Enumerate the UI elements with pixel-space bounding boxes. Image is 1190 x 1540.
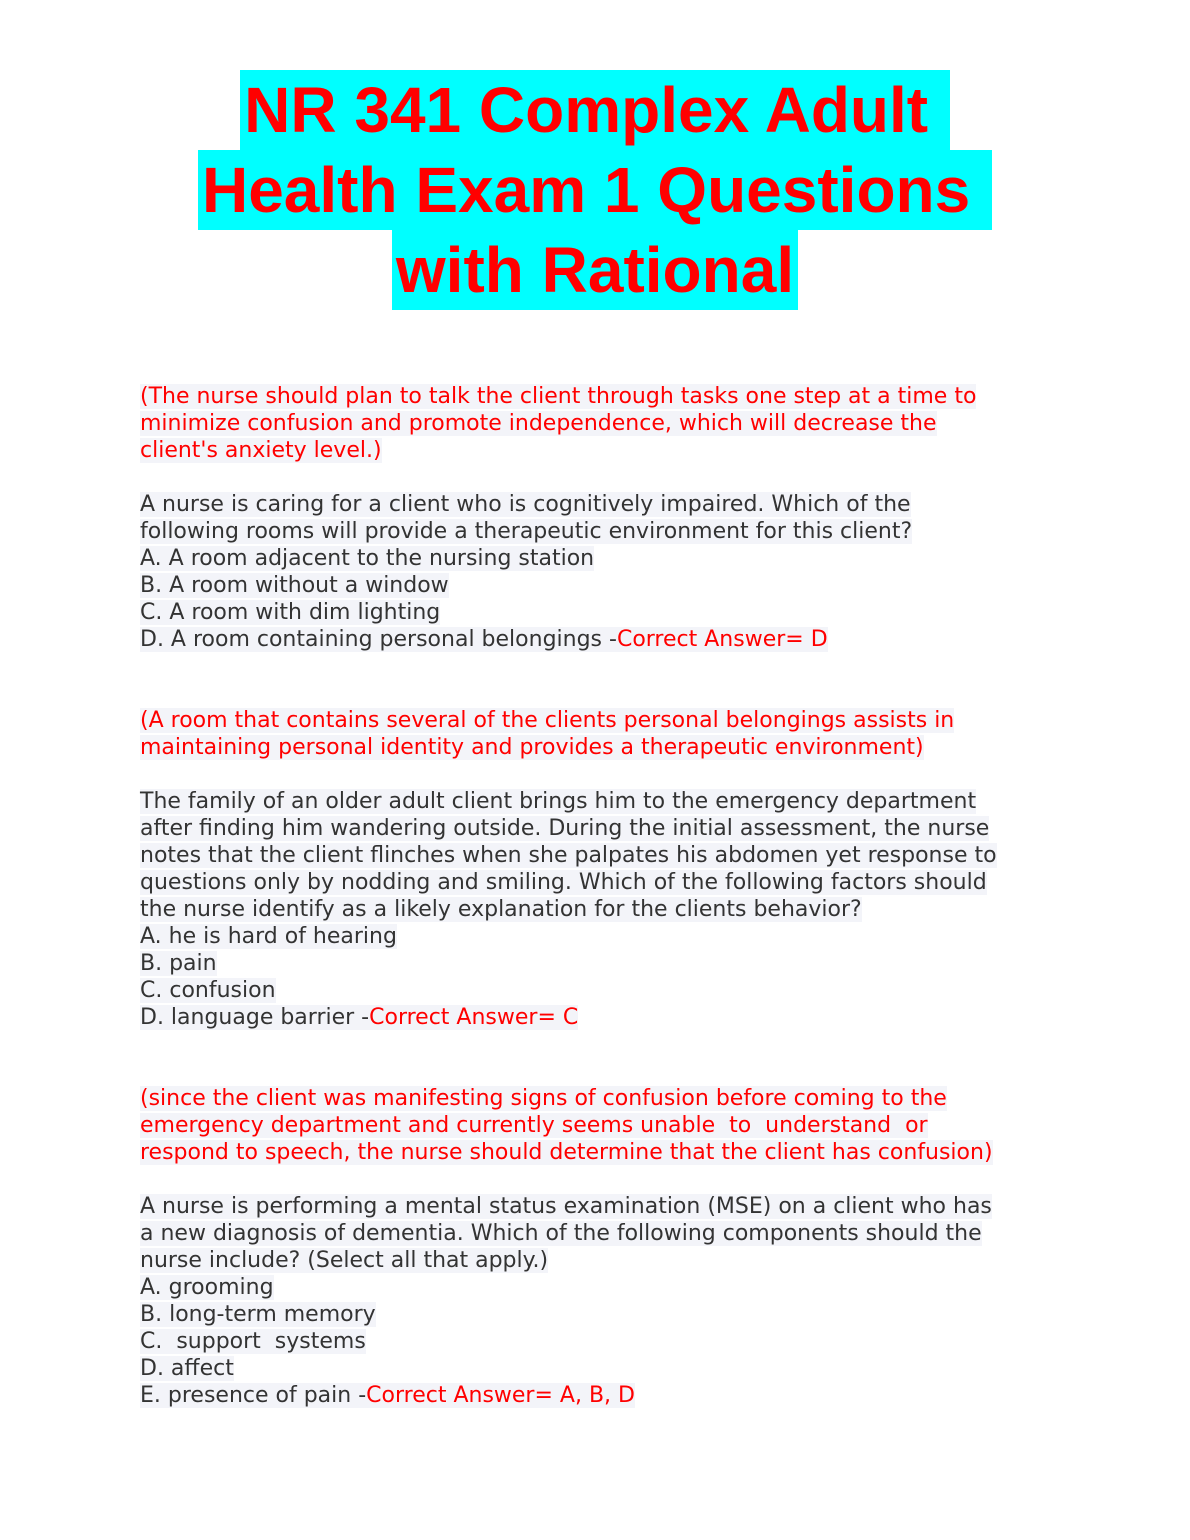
- title-line-2: Health Exam 1 Questions: [198, 150, 992, 230]
- rationale-line: (The nurse should plan to talk the client through tasks one step at a time to: [140, 384, 977, 409]
- question-stem-line: The family of an older adult client brings him to the emergency department: [140, 789, 977, 814]
- rationale-line: (since the client was manifesting signs of confusion before coming to the: [140, 1086, 947, 1111]
- question-3: [140, 1193, 1060, 1409]
- answer-option: C. support systems: [140, 1329, 366, 1354]
- answer-option: A. A room adjacent to the nursing station: [140, 546, 595, 571]
- answer-option: C. confusion: [140, 978, 276, 1003]
- correct-answer: Correct Answer= C: [369, 1005, 579, 1030]
- question-stem-line: questions only by nodding and smiling. Which of the following factors should: [140, 870, 987, 895]
- document-body: [140, 383, 1060, 1409]
- title-line-3: with Rational: [392, 230, 798, 310]
- question-2-rationale: [140, 1085, 1060, 1166]
- question-stem-line: following rooms will provide a therapeutic environment for this client?: [140, 519, 913, 544]
- question-1: [140, 491, 1060, 653]
- question-stem-line: after finding him wandering outside. During the initial assessment, the nurse: [140, 816, 990, 841]
- question-stem-line: nurse include? (Select all that apply.): [140, 1248, 549, 1273]
- correct-answer: Correct Answer= D: [616, 627, 828, 652]
- answer-option: D. language barrier -: [140, 1005, 370, 1030]
- rationale-line: minimize confusion and promote independence, which will decrease the: [140, 411, 937, 436]
- question-stem-line: A nurse is performing a mental status examination (MSE) on a client who has: [140, 1194, 992, 1219]
- question-2: [140, 788, 1060, 1031]
- document-title: [0, 70, 1190, 310]
- answer-option: B. pain: [140, 951, 217, 976]
- answer-option: B. A room without a window: [140, 573, 449, 598]
- rationale-line: maintaining personal identity and provides a therapeutic environment): [140, 735, 924, 760]
- question-stem-line: notes that the client flinches when she palpates his abdomen yet response to: [140, 843, 997, 868]
- answer-option: E. presence of pain -: [140, 1383, 367, 1408]
- answer-option: D. affect: [140, 1356, 234, 1381]
- answer-option: C. A room with dim lighting: [140, 600, 441, 625]
- correct-answer: Correct Answer= A, B, D: [366, 1383, 635, 1408]
- question-stem-line: A nurse is caring for a client who is cognitively impaired. Which of the: [140, 492, 911, 517]
- rationale-line: respond to speech, the nurse should determine that the client has confusion): [140, 1140, 993, 1165]
- answer-option: A. he is hard of hearing: [140, 924, 397, 949]
- title-line-1: NR 341 Complex Adult: [240, 70, 950, 150]
- question-1-rationale: [140, 707, 1060, 761]
- question-stem-line: a new diagnosis of dementia. Which of the following components should the: [140, 1221, 982, 1246]
- intro-rationale: [140, 383, 1060, 464]
- rationale-line: emergency department and currently seems unable to understand or: [140, 1113, 928, 1138]
- question-stem-line: the nurse identify as a likely explanation for the clients behavior?: [140, 897, 862, 922]
- answer-option: A. grooming: [140, 1275, 274, 1300]
- rationale-line: client's anxiety level.): [140, 438, 382, 463]
- rationale-line: (A room that contains several of the clients personal belongings assists in: [140, 708, 955, 733]
- answer-option: B. long-term memory: [140, 1302, 376, 1327]
- answer-option: D. A room containing personal belongings -: [140, 627, 617, 652]
